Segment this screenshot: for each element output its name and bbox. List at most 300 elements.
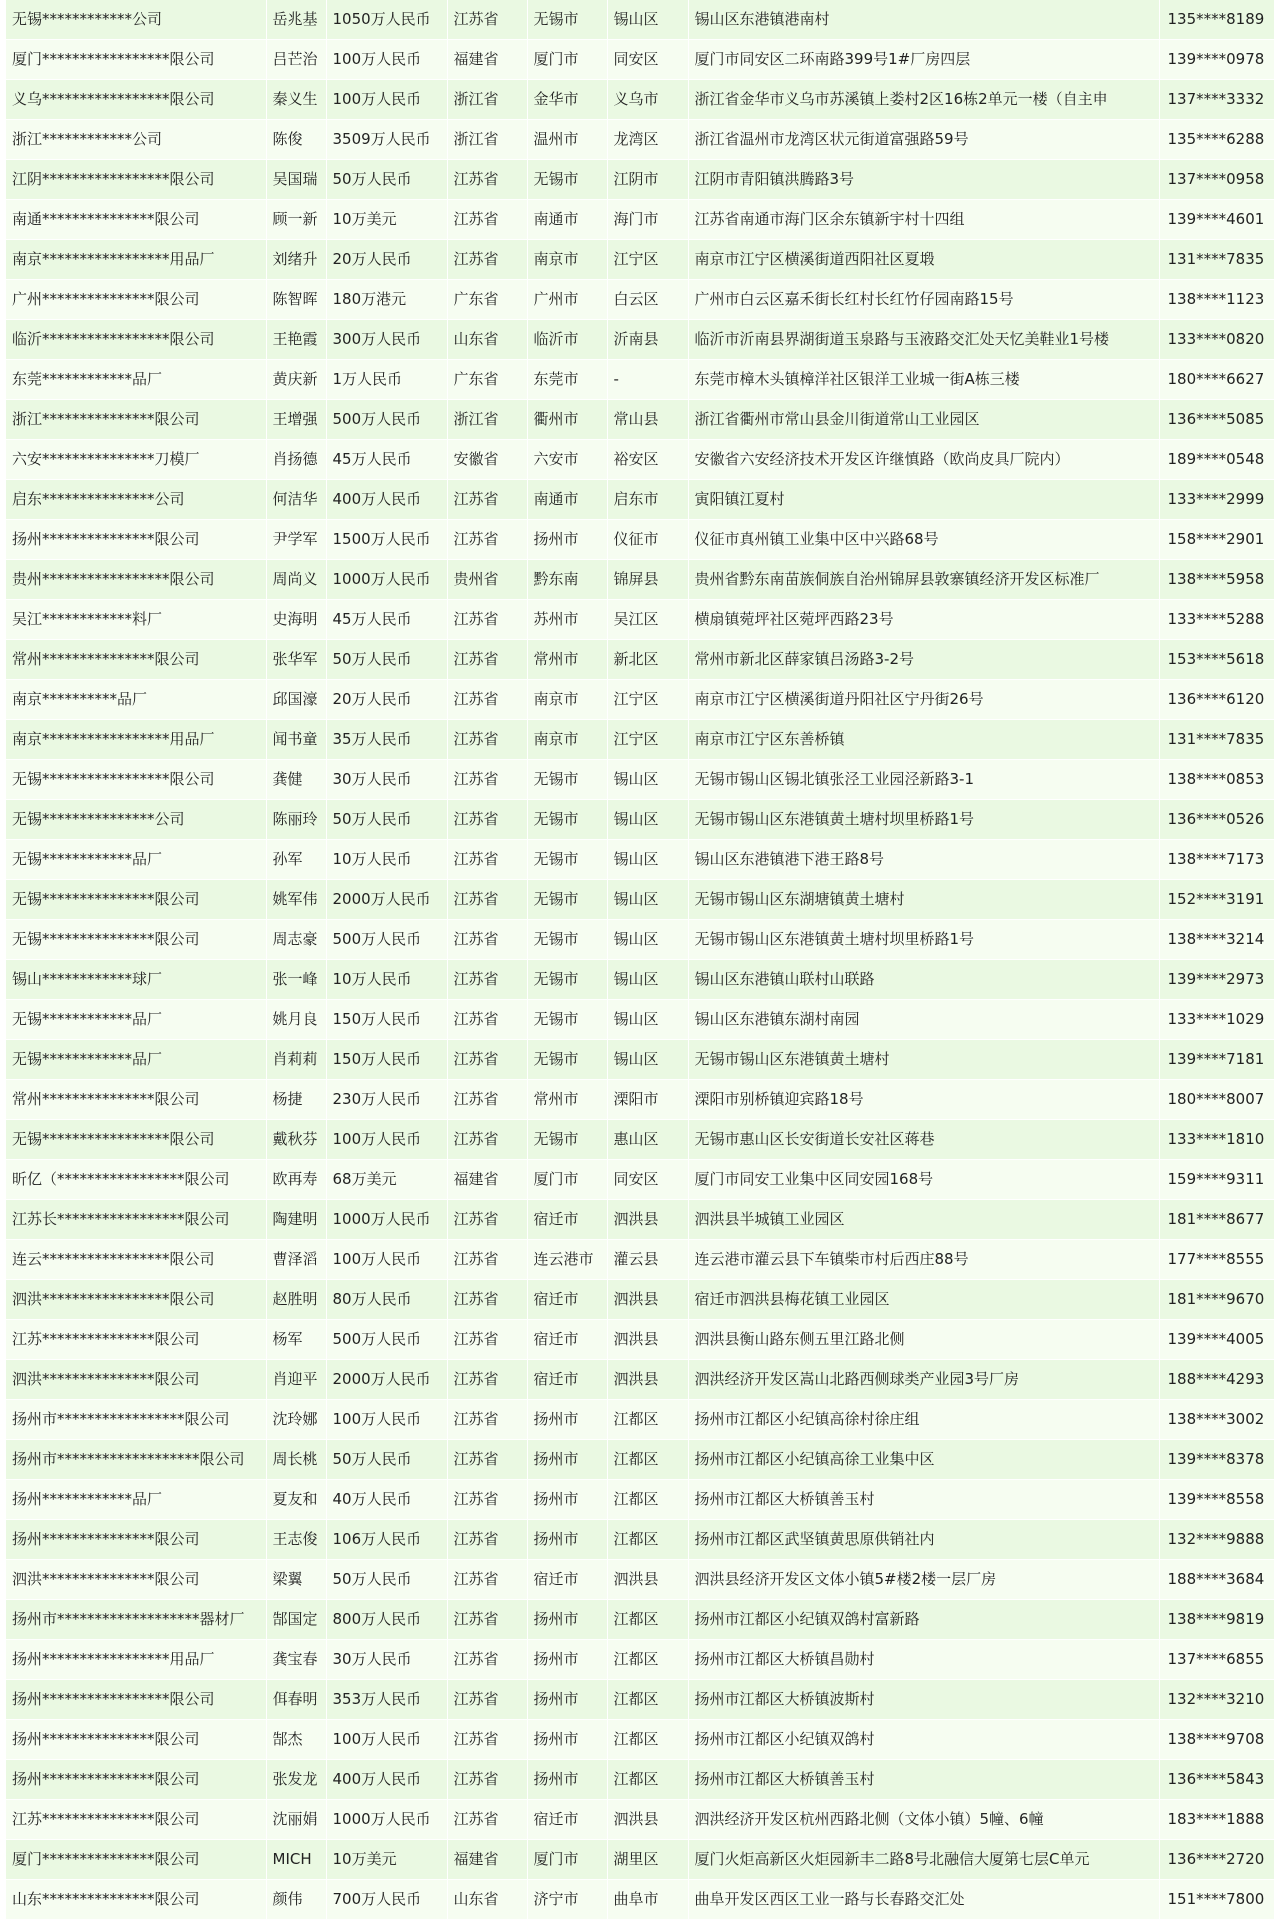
company-name-cell: 扬州***************限公司 (6, 520, 266, 560)
address-cell: 南京市江宁区横溪街道丹阳社区宁丹街26号 (688, 680, 1159, 720)
registered-capital-cell: 50万人民币 (326, 1560, 447, 1600)
legal-rep-cell: 佴春明 (266, 1680, 326, 1720)
phone-cell: 139****4005 (1159, 1320, 1274, 1360)
legal-rep-cell: 杨军 (266, 1320, 326, 1360)
table-row (6, 1320, 1274, 1360)
district-cell: 江阴市 (607, 160, 688, 200)
city-cell: 宿迁市 (527, 1280, 607, 1320)
address-cell: 临沂市沂南县界湖街道玉泉路与玉液路交汇处天忆美鞋业1号楼 (688, 320, 1159, 360)
phone-cell: 135****8189 (1159, 0, 1274, 40)
city-cell: 无锡市 (527, 0, 607, 40)
phone-cell: 137****6855 (1159, 1640, 1274, 1680)
table-row (6, 280, 1274, 320)
province-cell: 江苏省 (447, 720, 527, 760)
legal-rep-cell: 史海明 (266, 600, 326, 640)
legal-rep-cell: 肖迎平 (266, 1360, 326, 1400)
registered-capital-cell: 300万人民币 (326, 320, 447, 360)
company-name-cell: 南京*****************用品厂 (6, 240, 266, 280)
registered-capital-cell: 400万人民币 (326, 480, 447, 520)
district-cell: 泗洪县 (607, 1280, 688, 1320)
address-cell: 东莞市樟木头镇樟洋社区银洋工业城一街A栋三楼 (688, 360, 1159, 400)
district-cell: 泗洪县 (607, 1360, 688, 1400)
province-cell: 浙江省 (447, 120, 527, 160)
legal-rep-cell: 黄庆新 (266, 360, 326, 400)
registered-capital-cell: 1万人民币 (326, 360, 447, 400)
legal-rep-cell: 郜国定 (266, 1600, 326, 1640)
table-row (6, 1120, 1274, 1160)
company-name-cell: 扬州***************限公司 (6, 1720, 266, 1760)
table-row (6, 1840, 1274, 1880)
address-cell: 泗洪县半城镇工业园区 (688, 1200, 1159, 1240)
company-name-cell: 扬州***************限公司 (6, 1760, 266, 1800)
registered-capital-cell: 1050万人民币 (326, 0, 447, 40)
legal-rep-cell: 陈智晖 (266, 280, 326, 320)
province-cell: 江苏省 (447, 760, 527, 800)
registered-capital-cell: 10万美元 (326, 200, 447, 240)
registered-capital-cell: 1000万人民币 (326, 1200, 447, 1240)
table-row (6, 1640, 1274, 1680)
province-cell: 江苏省 (447, 840, 527, 880)
district-cell: 同安区 (607, 40, 688, 80)
city-cell: 宿迁市 (527, 1560, 607, 1600)
district-cell: 江都区 (607, 1400, 688, 1440)
province-cell: 江苏省 (447, 1680, 527, 1720)
city-cell: 南京市 (527, 680, 607, 720)
city-cell: 东莞市 (527, 360, 607, 400)
registered-capital-cell: 50万人民币 (326, 800, 447, 840)
district-cell: 泗洪县 (607, 1320, 688, 1360)
district-cell: 锡山区 (607, 1040, 688, 1080)
legal-rep-cell: 欧再寿 (266, 1160, 326, 1200)
province-cell: 广东省 (447, 360, 527, 400)
registered-capital-cell: 106万人民币 (326, 1520, 447, 1560)
phone-cell: 136****6120 (1159, 680, 1274, 720)
city-cell: 扬州市 (527, 520, 607, 560)
registered-capital-cell: 100万人民币 (326, 40, 447, 80)
registered-capital-cell: 150万人民币 (326, 1040, 447, 1080)
table-row (6, 600, 1274, 640)
legal-rep-cell: 孙军 (266, 840, 326, 880)
district-cell: 江都区 (607, 1440, 688, 1480)
address-cell: 扬州市江都区小纪镇双鸽村富新路 (688, 1600, 1159, 1640)
address-cell: 南京市江宁区横溪街道西阳社区夏塅 (688, 240, 1159, 280)
phone-cell: 136****0526 (1159, 800, 1274, 840)
city-cell: 南通市 (527, 480, 607, 520)
city-cell: 无锡市 (527, 1040, 607, 1080)
address-cell: 无锡市锡山区东港镇黄土塘村坝里桥路1号 (688, 920, 1159, 960)
legal-rep-cell: 刘绪升 (266, 240, 326, 280)
company-name-cell: 临沂*****************限公司 (6, 320, 266, 360)
table-row (6, 1680, 1274, 1720)
city-cell: 广州市 (527, 280, 607, 320)
province-cell: 江苏省 (447, 1120, 527, 1160)
registered-capital-cell: 10万美元 (326, 1840, 447, 1880)
province-cell: 江苏省 (447, 920, 527, 960)
district-cell: 锡山区 (607, 1000, 688, 1040)
city-cell: 宿迁市 (527, 1320, 607, 1360)
province-cell: 江苏省 (447, 480, 527, 520)
phone-cell: 133****0820 (1159, 320, 1274, 360)
city-cell: 温州市 (527, 120, 607, 160)
province-cell: 贵州省 (447, 560, 527, 600)
city-cell: 无锡市 (527, 160, 607, 200)
company-name-cell: 扬州市*******************器材厂 (6, 1600, 266, 1640)
company-name-cell: 无锡***************限公司 (6, 880, 266, 920)
legal-rep-cell: 肖莉莉 (266, 1040, 326, 1080)
registered-capital-cell: 20万人民币 (326, 680, 447, 720)
table-row (6, 1280, 1274, 1320)
address-cell: 扬州市江都区武坚镇黄思原供销社内 (688, 1520, 1159, 1560)
company-name-cell: 江阴*****************限公司 (6, 160, 266, 200)
address-cell: 无锡市惠山区长安街道长安社区蒋巷 (688, 1120, 1159, 1160)
company-name-cell: 扬州*****************用品厂 (6, 1640, 266, 1680)
table-row (6, 1600, 1274, 1640)
district-cell: 溧阳市 (607, 1080, 688, 1120)
company-name-cell: 无锡************品厂 (6, 1000, 266, 1040)
city-cell: 扬州市 (527, 1400, 607, 1440)
address-cell: 溧阳市别桥镇迎宾路18号 (688, 1080, 1159, 1120)
city-cell: 连云港市 (527, 1240, 607, 1280)
company-name-cell: 东莞************品厂 (6, 360, 266, 400)
city-cell: 常州市 (527, 1080, 607, 1120)
phone-cell: 133****5288 (1159, 600, 1274, 640)
address-cell: 泗洪经济开发区嵩山北路西侧球类产业园3号厂房 (688, 1360, 1159, 1400)
registered-capital-cell: 10万人民币 (326, 840, 447, 880)
table-row (6, 1400, 1274, 1440)
table-row (6, 320, 1274, 360)
city-cell: 无锡市 (527, 760, 607, 800)
province-cell: 江苏省 (447, 1000, 527, 1040)
address-cell: 泗洪县衡山路东侧五里江路北侧 (688, 1320, 1159, 1360)
phone-cell: 133****1029 (1159, 1000, 1274, 1040)
phone-cell: 159****9311 (1159, 1160, 1274, 1200)
city-cell: 无锡市 (527, 920, 607, 960)
phone-cell: 181****9670 (1159, 1280, 1274, 1320)
registered-capital-cell: 40万人民币 (326, 1480, 447, 1520)
city-cell: 南通市 (527, 200, 607, 240)
city-cell: 临沂市 (527, 320, 607, 360)
district-cell: 泗洪县 (607, 1560, 688, 1600)
province-cell: 江苏省 (447, 1360, 527, 1400)
registered-capital-cell: 3509万人民币 (326, 120, 447, 160)
phone-cell: 180****8007 (1159, 1080, 1274, 1120)
province-cell: 江苏省 (447, 1240, 527, 1280)
table-row (6, 1760, 1274, 1800)
district-cell: 江都区 (607, 1680, 688, 1720)
table-row (6, 1880, 1274, 1920)
phone-cell: 137****3332 (1159, 80, 1274, 120)
registered-capital-cell: 100万人民币 (326, 80, 447, 120)
district-cell: 江都区 (607, 1640, 688, 1680)
table-row (6, 40, 1274, 80)
legal-rep-cell: 曹泽滔 (266, 1240, 326, 1280)
province-cell: 江苏省 (447, 240, 527, 280)
company-name-cell: 吴江************料厂 (6, 600, 266, 640)
province-cell: 浙江省 (447, 400, 527, 440)
legal-rep-cell: 周长桃 (266, 1440, 326, 1480)
company-name-cell: 扬州*****************限公司 (6, 1680, 266, 1720)
district-cell: 海门市 (607, 200, 688, 240)
table-row (6, 1040, 1274, 1080)
legal-rep-cell: 闻书童 (266, 720, 326, 760)
district-cell: 泗洪县 (607, 1800, 688, 1840)
registered-capital-cell: 50万人民币 (326, 640, 447, 680)
city-cell: 宿迁市 (527, 1200, 607, 1240)
table-row (6, 1560, 1274, 1600)
registered-capital-cell: 800万人民币 (326, 1600, 447, 1640)
phone-cell: 183****1888 (1159, 1800, 1274, 1840)
province-cell: 江苏省 (447, 1480, 527, 1520)
district-cell: 惠山区 (607, 1120, 688, 1160)
legal-rep-cell: 周志豪 (266, 920, 326, 960)
district-cell: 义乌市 (607, 80, 688, 120)
address-cell: 锡山区东港镇港下港王路8号 (688, 840, 1159, 880)
address-cell: 扬州市江都区大桥镇昌勋村 (688, 1640, 1159, 1680)
address-cell: 无锡市锡山区东湖塘镇黄土塘村 (688, 880, 1159, 920)
registered-capital-cell: 100万人民币 (326, 1120, 447, 1160)
city-cell: 厦门市 (527, 1160, 607, 1200)
legal-rep-cell: 张华军 (266, 640, 326, 680)
address-cell: 曲阜开发区西区工业一路与长春路交汇处 (688, 1880, 1159, 1920)
province-cell: 福建省 (447, 1160, 527, 1200)
table-row (6, 880, 1274, 920)
company-name-cell: 昕亿（*****************限公司 (6, 1160, 266, 1200)
legal-rep-cell: 戴秋芬 (266, 1120, 326, 1160)
table-row (6, 400, 1274, 440)
table-row (6, 1360, 1274, 1400)
phone-cell: 133****2999 (1159, 480, 1274, 520)
registered-capital-cell: 500万人民币 (326, 920, 447, 960)
phone-cell: 132****9888 (1159, 1520, 1274, 1560)
city-cell: 六安市 (527, 440, 607, 480)
company-name-cell: 无锡************品厂 (6, 840, 266, 880)
province-cell: 江苏省 (447, 1200, 527, 1240)
province-cell: 江苏省 (447, 1400, 527, 1440)
district-cell: 江都区 (607, 1520, 688, 1560)
phone-cell: 139****8378 (1159, 1440, 1274, 1480)
phone-cell: 135****6288 (1159, 120, 1274, 160)
district-cell: 同安区 (607, 1160, 688, 1200)
address-cell: 厦门火炬高新区火炬园新丰二路8号北融信大厦第七层C单元 (688, 1840, 1159, 1880)
province-cell: 江苏省 (447, 640, 527, 680)
phone-cell: 131****7835 (1159, 720, 1274, 760)
address-cell: 浙江省衢州市常山县金川街道常山工业园区 (688, 400, 1159, 440)
registered-capital-cell: 10万人民币 (326, 960, 447, 1000)
company-name-cell: 扬州***************限公司 (6, 1520, 266, 1560)
registered-capital-cell: 30万人民币 (326, 760, 447, 800)
phone-cell: 180****6627 (1159, 360, 1274, 400)
legal-rep-cell: 陈俊 (266, 120, 326, 160)
province-cell: 江苏省 (447, 160, 527, 200)
city-cell: 黔东南 (527, 560, 607, 600)
phone-cell: 138****3214 (1159, 920, 1274, 960)
city-cell: 常州市 (527, 640, 607, 680)
company-name-cell: 厦门***************限公司 (6, 1840, 266, 1880)
district-cell: 锦屏县 (607, 560, 688, 600)
registered-capital-cell: 400万人民币 (326, 1760, 447, 1800)
registered-capital-cell: 35万人民币 (326, 720, 447, 760)
address-cell: 宿迁市泗洪县梅花镇工业园区 (688, 1280, 1159, 1320)
province-cell: 江苏省 (447, 1720, 527, 1760)
company-name-cell: 江苏***************限公司 (6, 1800, 266, 1840)
table-row (6, 1080, 1274, 1120)
city-cell: 金华市 (527, 80, 607, 120)
table-row (6, 1200, 1274, 1240)
province-cell: 江苏省 (447, 600, 527, 640)
registered-capital-cell: 50万人民币 (326, 1440, 447, 1480)
phone-cell: 139****0978 (1159, 40, 1274, 80)
district-cell: 曲阜市 (607, 1880, 688, 1920)
address-cell: 扬州市江都区小纪镇高徐村徐庄组 (688, 1400, 1159, 1440)
province-cell: 江苏省 (447, 520, 527, 560)
registered-capital-cell: 2000万人民币 (326, 1360, 447, 1400)
legal-rep-cell: 龚宝春 (266, 1640, 326, 1680)
registered-capital-cell: 500万人民币 (326, 1320, 447, 1360)
company-name-cell: 泗洪***************限公司 (6, 1560, 266, 1600)
legal-rep-cell: 何洁华 (266, 480, 326, 520)
phone-cell: 137****0958 (1159, 160, 1274, 200)
registered-capital-cell: 80万人民币 (326, 1280, 447, 1320)
province-cell: 江苏省 (447, 1640, 527, 1680)
legal-rep-cell: 姚月良 (266, 1000, 326, 1040)
legal-rep-cell: 顾一新 (266, 200, 326, 240)
registered-capital-cell: 45万人民币 (326, 600, 447, 640)
company-name-cell: 浙江************公司 (6, 120, 266, 160)
district-cell: 裕安区 (607, 440, 688, 480)
address-cell: 江阴市青阳镇洪腾路3号 (688, 160, 1159, 200)
province-cell: 江苏省 (447, 1320, 527, 1360)
city-cell: 厦门市 (527, 40, 607, 80)
province-cell: 江苏省 (447, 680, 527, 720)
province-cell: 江苏省 (447, 1760, 527, 1800)
table-row (6, 720, 1274, 760)
province-cell: 江苏省 (447, 1800, 527, 1840)
company-name-cell: 常州***************限公司 (6, 1080, 266, 1120)
table-row (6, 800, 1274, 840)
table-row (6, 160, 1274, 200)
address-cell: 横扇镇菀坪社区菀坪西路23号 (688, 600, 1159, 640)
phone-cell: 158****2901 (1159, 520, 1274, 560)
company-name-cell: 泗洪*****************限公司 (6, 1280, 266, 1320)
province-cell: 江苏省 (447, 960, 527, 1000)
district-cell: 锡山区 (607, 920, 688, 960)
table-row (6, 360, 1274, 400)
phone-cell: 138****9819 (1159, 1600, 1274, 1640)
legal-rep-cell: 夏友和 (266, 1480, 326, 1520)
legal-rep-cell: 吴国瑞 (266, 160, 326, 200)
company-name-cell: 贵州*****************限公司 (6, 560, 266, 600)
company-name-cell: 扬州市*****************限公司 (6, 1400, 266, 1440)
legal-rep-cell: 尹学军 (266, 520, 326, 560)
district-cell: 江都区 (607, 1760, 688, 1800)
city-cell: 扬州市 (527, 1680, 607, 1720)
address-cell: 浙江省金华市义乌市苏溪镇上娄村2区16栋2单元一楼（自主申 (688, 80, 1159, 120)
city-cell: 无锡市 (527, 1000, 607, 1040)
company-name-cell: 义乌*****************限公司 (6, 80, 266, 120)
address-cell: 连云港市灌云县下车镇柴市村后西庄88号 (688, 1240, 1159, 1280)
legal-rep-cell: 张发龙 (266, 1760, 326, 1800)
registered-capital-cell: 180万港元 (326, 280, 447, 320)
legal-rep-cell: 肖扬德 (266, 440, 326, 480)
province-cell: 广东省 (447, 280, 527, 320)
address-cell: 锡山区东港镇东湖村南园 (688, 1000, 1159, 1040)
registered-capital-cell: 353万人民币 (326, 1680, 447, 1720)
district-cell: 锡山区 (607, 800, 688, 840)
district-cell: 锡山区 (607, 880, 688, 920)
phone-cell: 138****7173 (1159, 840, 1274, 880)
legal-rep-cell: 颜伟 (266, 1880, 326, 1920)
city-cell: 无锡市 (527, 800, 607, 840)
district-cell: - (607, 360, 688, 400)
city-cell: 济宁市 (527, 1880, 607, 1920)
province-cell: 江苏省 (447, 1560, 527, 1600)
table-row (6, 1480, 1274, 1520)
city-cell: 扬州市 (527, 1600, 607, 1640)
registered-capital-cell: 20万人民币 (326, 240, 447, 280)
registered-capital-cell: 230万人民币 (326, 1080, 447, 1120)
phone-cell: 138****0853 (1159, 760, 1274, 800)
district-cell: 江都区 (607, 1600, 688, 1640)
registered-capital-cell: 30万人民币 (326, 1640, 447, 1680)
address-cell: 厦门市同安工业集中区同安园168号 (688, 1160, 1159, 1200)
registered-capital-cell: 700万人民币 (326, 1880, 447, 1920)
address-cell: 锡山区东港镇港南村 (688, 0, 1159, 40)
district-cell: 白云区 (607, 280, 688, 320)
address-cell: 无锡市锡山区东港镇黄土塘村 (688, 1040, 1159, 1080)
phone-cell: 188****3684 (1159, 1560, 1274, 1600)
legal-rep-cell: 秦义生 (266, 80, 326, 120)
table-row (6, 1160, 1274, 1200)
company-name-cell: 连云*****************限公司 (6, 1240, 266, 1280)
province-cell: 福建省 (447, 40, 527, 80)
table-row (6, 960, 1274, 1000)
phone-cell: 132****3210 (1159, 1680, 1274, 1720)
phone-cell: 188****4293 (1159, 1360, 1274, 1400)
province-cell: 江苏省 (447, 1040, 527, 1080)
table-row (6, 480, 1274, 520)
legal-rep-cell: 邱国濠 (266, 680, 326, 720)
city-cell: 扬州市 (527, 1520, 607, 1560)
phone-cell: 152****3191 (1159, 880, 1274, 920)
company-name-cell: 南京**********品厂 (6, 680, 266, 720)
company-table (6, 0, 1275, 1920)
city-cell: 宿迁市 (527, 1360, 607, 1400)
legal-rep-cell: 龚健 (266, 760, 326, 800)
province-cell: 山东省 (447, 320, 527, 360)
province-cell: 江苏省 (447, 1520, 527, 1560)
phone-cell: 139****4601 (1159, 200, 1274, 240)
phone-cell: 181****8677 (1159, 1200, 1274, 1240)
registered-capital-cell: 100万人民币 (326, 1400, 447, 1440)
address-cell: 扬州市江都区大桥镇善玉村 (688, 1760, 1159, 1800)
address-cell: 扬州市江都区大桥镇善玉村 (688, 1480, 1159, 1520)
company-name-cell: 无锡************公司 (6, 0, 266, 40)
legal-rep-cell: 陶建明 (266, 1200, 326, 1240)
company-name-cell: 锡山************球厂 (6, 960, 266, 1000)
company-name-cell: 无锡*****************限公司 (6, 760, 266, 800)
address-cell: 贵州省黔东南苗族侗族自治州锦屏县敦寨镇经济开发区标准厂 (688, 560, 1159, 600)
table-row (6, 680, 1274, 720)
district-cell: 江宁区 (607, 680, 688, 720)
phone-cell: 139****2973 (1159, 960, 1274, 1000)
phone-cell: 139****8558 (1159, 1480, 1274, 1520)
district-cell: 江都区 (607, 1480, 688, 1520)
province-cell: 江苏省 (447, 0, 527, 40)
registered-capital-cell: 50万人民币 (326, 160, 447, 200)
address-cell: 泗洪经济开发区杭州西路北侧（文体小镇）5幢、6幢 (688, 1800, 1159, 1840)
district-cell: 仪征市 (607, 520, 688, 560)
table-row (6, 640, 1274, 680)
